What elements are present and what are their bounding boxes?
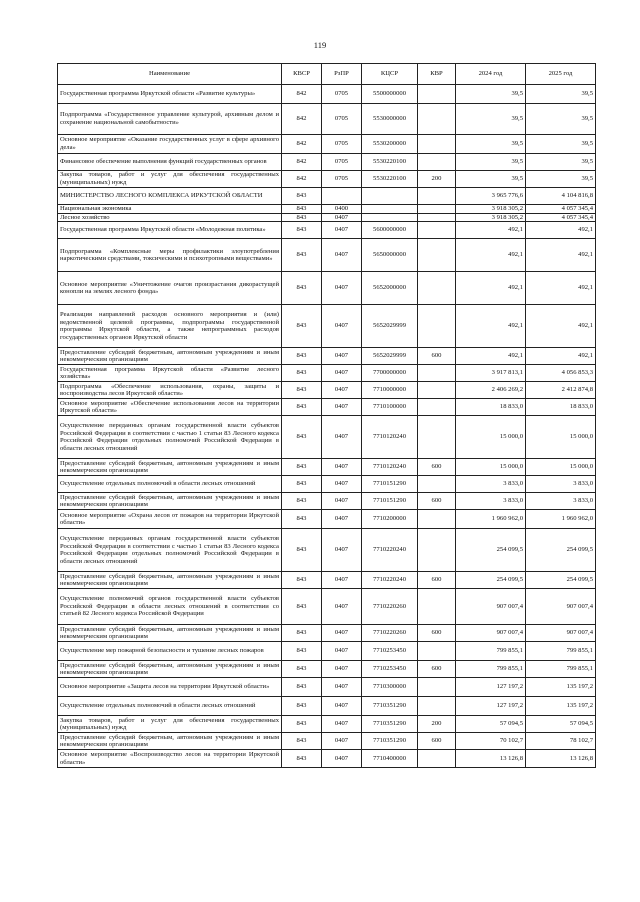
cell-kvr — [418, 678, 456, 697]
cell-kvr — [418, 154, 456, 171]
cell-2025: 492,1 — [526, 348, 596, 365]
cell-rzpr: 0407 — [322, 589, 362, 625]
cell-kvsr: 843 — [282, 213, 322, 222]
cell-rzpr: 0407 — [322, 733, 362, 750]
cell-kcsr — [362, 188, 418, 205]
cell-2025: 39,5 — [526, 171, 596, 188]
header-2025: 2025 год — [526, 64, 596, 85]
cell-kvsr: 842 — [282, 85, 322, 104]
cell-2025: 4 057 345,4 — [526, 205, 596, 214]
cell-rzpr: 0407 — [322, 572, 362, 589]
table-row — [58, 348, 596, 365]
cell-kvr — [418, 529, 456, 572]
header-kvsr: КВСР — [282, 64, 322, 85]
cell-kvr — [418, 697, 456, 716]
cell-name: Основное мероприятие «Воспроизводство лесов на территории Иркутской области» — [58, 750, 282, 768]
cell-kvr — [418, 750, 456, 768]
cell-kvr — [418, 510, 456, 529]
cell-2024: 3 833,0 — [456, 476, 526, 493]
cell-kvr — [418, 222, 456, 239]
cell-kvsr: 842 — [282, 154, 322, 171]
cell-kvsr: 843 — [282, 272, 322, 305]
cell-kvsr: 843 — [282, 382, 322, 399]
cell-kvsr: 843 — [282, 239, 322, 272]
cell-kvsr: 843 — [282, 510, 322, 529]
cell-rzpr: 0705 — [322, 104, 362, 135]
cell-kvsr: 842 — [282, 104, 322, 135]
cell-rzpr: 0407 — [322, 272, 362, 305]
cell-kvr: 200 — [418, 716, 456, 733]
cell-kcsr — [362, 205, 418, 214]
cell-kcsr: 7710120240 — [362, 416, 418, 459]
table-row — [58, 365, 596, 382]
cell-kcsr: 7710151290 — [362, 493, 418, 510]
table-row — [58, 459, 596, 476]
cell-kcsr: 5530000000 — [362, 104, 418, 135]
cell-name: Подпрограмма «Обеспечение использования, охраны, защиты и воспроизводства лесов Иркутской области» — [58, 382, 282, 399]
cell-kvr — [418, 416, 456, 459]
cell-kvsr: 843 — [282, 188, 322, 205]
cell-2024: 15 000,0 — [456, 459, 526, 476]
cell-name: Подпрограмма «Комплексные меры профилактики злоупотребления наркотическими средствами, токсическими и психотропными веществами» — [58, 239, 282, 272]
cell-kcsr: 7710351290 — [362, 716, 418, 733]
cell-kcsr: 7710151290 — [362, 476, 418, 493]
cell-kvr — [418, 642, 456, 661]
cell-kvr — [418, 239, 456, 272]
cell-2024: 1 960 962,0 — [456, 510, 526, 529]
header-kvr: КВР — [418, 64, 456, 85]
table-row — [58, 510, 596, 529]
cell-kvsr: 843 — [282, 399, 322, 416]
cell-2024: 57 094,5 — [456, 716, 526, 733]
cell-2024: 39,5 — [456, 171, 526, 188]
cell-kvr — [418, 135, 456, 154]
cell-2025: 135 197,2 — [526, 678, 596, 697]
cell-rzpr: 0407 — [322, 348, 362, 365]
cell-kvr — [418, 365, 456, 382]
cell-kcsr: 5530220100 — [362, 171, 418, 188]
cell-rzpr: 0407 — [322, 476, 362, 493]
cell-name: МИНИСТЕРСТВО ЛЕСНОГО КОМПЛЕКСА ИРКУТСКОЙ ОБЛАСТИ — [58, 188, 282, 205]
cell-kvsr: 843 — [282, 572, 322, 589]
cell-2025: 39,5 — [526, 104, 596, 135]
cell-name: Основное мероприятие «Уничтожение очагов произрастания дикорастущей конопли на землях лесного фонда» — [58, 272, 282, 305]
cell-name: Предоставление субсидий бюджетным, автономным учреждениям и иным некоммерческим организациям — [58, 733, 282, 750]
cell-name: Предоставление субсидий бюджетным, автономным учреждениям и иным некоммерческим организациям — [58, 459, 282, 476]
cell-kvr — [418, 205, 456, 214]
cell-kvr: 600 — [418, 661, 456, 678]
table-row — [58, 716, 596, 733]
cell-2024: 254 099,5 — [456, 572, 526, 589]
cell-2024: 3 965 776,6 — [456, 188, 526, 205]
cell-kvr: 600 — [418, 733, 456, 750]
cell-kvr — [418, 305, 456, 348]
cell-kvsr: 843 — [282, 365, 322, 382]
cell-2025: 799 855,1 — [526, 661, 596, 678]
cell-kvsr: 843 — [282, 733, 322, 750]
header-2024: 2024 год — [456, 64, 526, 85]
cell-kcsr: 5652029999 — [362, 305, 418, 348]
cell-name: Осуществление отдельных полномочий в области лесных отношений — [58, 697, 282, 716]
cell-kvsr: 843 — [282, 493, 322, 510]
cell-2024: 39,5 — [456, 104, 526, 135]
cell-rzpr: 0407 — [322, 222, 362, 239]
cell-name: Национальная экономика — [58, 205, 282, 214]
cell-kcsr: 7710351290 — [362, 733, 418, 750]
cell-2024: 907 007,4 — [456, 589, 526, 625]
cell-kvsr: 843 — [282, 642, 322, 661]
cell-rzpr: 0407 — [322, 625, 362, 642]
cell-2025: 907 007,4 — [526, 625, 596, 642]
cell-kvsr: 843 — [282, 661, 322, 678]
cell-kvsr: 843 — [282, 750, 322, 768]
cell-2024: 907 007,4 — [456, 625, 526, 642]
table-row — [58, 382, 596, 399]
cell-2024: 492,1 — [456, 222, 526, 239]
cell-2024: 3 833,0 — [456, 493, 526, 510]
table-row — [58, 416, 596, 459]
cell-kcsr: 7710220260 — [362, 589, 418, 625]
cell-kcsr: 7710300000 — [362, 678, 418, 697]
table-row — [58, 572, 596, 589]
cell-rzpr: 0407 — [322, 416, 362, 459]
cell-name: Предоставление субсидий бюджетным, автономным учреждениям и иным некоммерческим организациям — [58, 572, 282, 589]
cell-name: Государственная программа Иркутской области «Молодежная политика» — [58, 222, 282, 239]
cell-2025: 135 197,2 — [526, 697, 596, 716]
table-row — [58, 85, 596, 104]
cell-kvr — [418, 382, 456, 399]
cell-kvr — [418, 476, 456, 493]
table-row — [58, 589, 596, 625]
cell-rzpr: 0705 — [322, 135, 362, 154]
cell-kcsr: 7710100000 — [362, 399, 418, 416]
cell-rzpr: 0407 — [322, 678, 362, 697]
table-row — [58, 697, 596, 716]
cell-kvsr: 843 — [282, 716, 322, 733]
cell-2025: 492,1 — [526, 239, 596, 272]
cell-2025: 492,1 — [526, 305, 596, 348]
cell-2024: 70 102,7 — [456, 733, 526, 750]
cell-kcsr: 5500000000 — [362, 85, 418, 104]
cell-name: Предоставление субсидий бюджетным, автономным учреждениям и иным некоммерческим организациям — [58, 661, 282, 678]
cell-name: Государственная программа Иркутской области «Развитие лесного хозяйства» — [58, 365, 282, 382]
cell-2025: 492,1 — [526, 272, 596, 305]
cell-rzpr: 0407 — [322, 459, 362, 476]
cell-kcsr: 7710253450 — [362, 661, 418, 678]
cell-kcsr: 7710120240 — [362, 459, 418, 476]
table-row — [58, 154, 596, 171]
cell-kvr — [418, 85, 456, 104]
table-row — [58, 399, 596, 416]
cell-2025: 39,5 — [526, 154, 596, 171]
cell-rzpr: 0407 — [322, 750, 362, 768]
cell-rzpr: 0407 — [322, 529, 362, 572]
cell-kvsr: 843 — [282, 348, 322, 365]
cell-name: Подпрограмма «Государственное управление культурой, архивным делом и сохранение национальной самобытности» — [58, 104, 282, 135]
cell-name: Осуществление переданных органам государственной власти субъектов Российской Федерации в соответствии с частью 1 статьи 83 Лесного кодекса Российской Федерации отдельных полномочий Российской Федерации в области лесных отношений — [58, 529, 282, 572]
header-rzpr: РзПР — [322, 64, 362, 85]
cell-name: Предоставление субсидий бюджетным, автономным учреждениям и иным некоммерческим организациям — [58, 348, 282, 365]
cell-rzpr: 0705 — [322, 171, 362, 188]
table-row — [58, 733, 596, 750]
cell-rzpr: 0407 — [322, 399, 362, 416]
cell-kcsr: 7710220260 — [362, 625, 418, 642]
cell-rzpr: 0407 — [322, 213, 362, 222]
cell-2025: 57 094,5 — [526, 716, 596, 733]
cell-2025: 492,1 — [526, 222, 596, 239]
cell-rzpr: 0407 — [322, 510, 362, 529]
cell-kcsr: 7710351290 — [362, 697, 418, 716]
cell-2025: 4 104 816,8 — [526, 188, 596, 205]
cell-2024: 799 855,1 — [456, 642, 526, 661]
cell-kcsr: 5600000000 — [362, 222, 418, 239]
table-row — [58, 239, 596, 272]
cell-2024: 2 406 269,2 — [456, 382, 526, 399]
cell-2025: 799 855,1 — [526, 642, 596, 661]
cell-kcsr: 7710220240 — [362, 529, 418, 572]
cell-kvsr: 843 — [282, 529, 322, 572]
cell-kvsr: 843 — [282, 305, 322, 348]
table-row — [58, 222, 596, 239]
cell-kvr — [418, 589, 456, 625]
cell-2024: 18 833,0 — [456, 399, 526, 416]
cell-rzpr: 0407 — [322, 697, 362, 716]
cell-name: Предоставление субсидий бюджетным, автономным учреждениям и иным некоммерческим организациям — [58, 625, 282, 642]
cell-kcsr: 7710000000 — [362, 382, 418, 399]
cell-kcsr: 7710220240 — [362, 572, 418, 589]
table-row — [58, 625, 596, 642]
cell-kvr: 600 — [418, 493, 456, 510]
cell-2025: 15 000,0 — [526, 416, 596, 459]
cell-2024: 254 099,5 — [456, 529, 526, 572]
cell-2024: 39,5 — [456, 135, 526, 154]
cell-kvsr: 843 — [282, 459, 322, 476]
cell-kvr: 600 — [418, 459, 456, 476]
cell-kvsr: 843 — [282, 697, 322, 716]
cell-kvr: 600 — [418, 572, 456, 589]
cell-2024: 799 855,1 — [456, 661, 526, 678]
cell-rzpr: 0705 — [322, 154, 362, 171]
table-row — [58, 205, 596, 214]
cell-kvsr: 843 — [282, 589, 322, 625]
table-row — [58, 661, 596, 678]
cell-2024: 39,5 — [456, 154, 526, 171]
cell-rzpr: 0407 — [322, 493, 362, 510]
cell-kvsr: 843 — [282, 222, 322, 239]
cell-name: Лесное хозяйство — [58, 213, 282, 222]
cell-name: Основное мероприятие «Обеспечение использования лесов на территории Иркутской области» — [58, 399, 282, 416]
cell-2025: 15 000,0 — [526, 459, 596, 476]
cell-2024: 39,5 — [456, 85, 526, 104]
cell-rzpr: 0407 — [322, 365, 362, 382]
cell-2024: 127 197,2 — [456, 697, 526, 716]
cell-kvr: 200 — [418, 171, 456, 188]
cell-kvr — [418, 188, 456, 205]
cell-kcsr: 5652000000 — [362, 272, 418, 305]
table-row — [58, 305, 596, 348]
cell-2025: 1 960 962,0 — [526, 510, 596, 529]
cell-2025: 254 099,5 — [526, 572, 596, 589]
cell-name: Основное мероприятие «Охрана лесов от пожаров на территории Иркутской области» — [58, 510, 282, 529]
cell-rzpr: 0400 — [322, 205, 362, 214]
cell-2025: 4 057 345,4 — [526, 213, 596, 222]
cell-kcsr: 7700000000 — [362, 365, 418, 382]
cell-kvr — [418, 213, 456, 222]
cell-name: Осуществление отдельных полномочий в области лесных отношений — [58, 476, 282, 493]
cell-kcsr — [362, 213, 418, 222]
cell-2025: 39,5 — [526, 85, 596, 104]
header-kcsr: КЦСР — [362, 64, 418, 85]
cell-kcsr: 5652029999 — [362, 348, 418, 365]
table-row — [58, 213, 596, 222]
cell-kcsr: 7710253450 — [362, 642, 418, 661]
page-number: 119 — [313, 40, 327, 50]
cell-2025: 4 056 853,3 — [526, 365, 596, 382]
cell-kvsr: 842 — [282, 135, 322, 154]
cell-2024: 3 918 305,2 — [456, 205, 526, 214]
cell-name: Финансовое обеспечение выполнения функций государственных органов — [58, 154, 282, 171]
cell-2024: 492,1 — [456, 348, 526, 365]
table-row — [58, 188, 596, 205]
cell-name: Осуществление переданных органам государственной власти субъектов Российской Федерации в соответствии с частью 1 статьи 83 Лесного кодекса Российской Федерации отдельных полномочий Российской Федерации в области лесных отношений — [58, 416, 282, 459]
cell-2025: 254 099,5 — [526, 529, 596, 572]
cell-kvr — [418, 272, 456, 305]
cell-kvr: 600 — [418, 348, 456, 365]
table-row — [58, 642, 596, 661]
table-header-row — [58, 64, 596, 85]
budget-table — [57, 63, 596, 768]
cell-rzpr: 0407 — [322, 382, 362, 399]
cell-2024: 492,1 — [456, 239, 526, 272]
cell-name: Осуществление мер пожарной безопасности и тушение лесных пожаров — [58, 642, 282, 661]
cell-kcsr: 7710400000 — [362, 750, 418, 768]
cell-2024: 3 918 305,2 — [456, 213, 526, 222]
cell-rzpr: 0407 — [322, 239, 362, 272]
cell-2024: 13 126,8 — [456, 750, 526, 768]
table-row — [58, 678, 596, 697]
table-row — [58, 750, 596, 768]
cell-name: Предоставление субсидий бюджетным, автономным учреждениям и иным некоммерческим организациям — [58, 493, 282, 510]
cell-2025: 2 412 874,8 — [526, 382, 596, 399]
table-row — [58, 104, 596, 135]
table-row — [58, 529, 596, 572]
table-row — [58, 135, 596, 154]
cell-kvsr: 843 — [282, 205, 322, 214]
cell-rzpr: 0407 — [322, 716, 362, 733]
cell-name: Закупка товаров, работ и услуг для обеспечения государственных (муниципальных) нужд — [58, 171, 282, 188]
cell-kvr — [418, 104, 456, 135]
cell-rzpr: 0407 — [322, 642, 362, 661]
cell-kcsr: 5530220100 — [362, 154, 418, 171]
cell-kvr: 600 — [418, 625, 456, 642]
cell-kvsr: 843 — [282, 625, 322, 642]
table-row — [58, 476, 596, 493]
cell-kvr — [418, 399, 456, 416]
cell-2024: 127 197,2 — [456, 678, 526, 697]
cell-kvsr: 843 — [282, 476, 322, 493]
cell-2025: 3 833,0 — [526, 476, 596, 493]
cell-2025: 13 126,8 — [526, 750, 596, 768]
cell-2024: 3 917 813,1 — [456, 365, 526, 382]
cell-2025: 78 102,7 — [526, 733, 596, 750]
cell-2024: 492,1 — [456, 272, 526, 305]
cell-2025: 3 833,0 — [526, 493, 596, 510]
cell-kvsr: 842 — [282, 171, 322, 188]
cell-kvsr: 843 — [282, 678, 322, 697]
cell-2024: 15 000,0 — [456, 416, 526, 459]
cell-rzpr — [322, 188, 362, 205]
cell-name: Реализация направлений расходов основного мероприятия и (или) ведомственной целевой программы, подпрограммы государственной программы Иркутской области, а также непрограммных расходов государственных органов Иркутской области — [58, 305, 282, 348]
cell-rzpr: 0407 — [322, 661, 362, 678]
cell-rzpr: 0705 — [322, 85, 362, 104]
cell-kcsr: 5530200000 — [362, 135, 418, 154]
table-row — [58, 493, 596, 510]
cell-kvsr: 843 — [282, 416, 322, 459]
cell-2024: 492,1 — [456, 305, 526, 348]
cell-2025: 18 833,0 — [526, 399, 596, 416]
table-row — [58, 171, 596, 188]
cell-kcsr: 5650000000 — [362, 239, 418, 272]
cell-kcsr: 7710200000 — [362, 510, 418, 529]
cell-rzpr: 0407 — [322, 305, 362, 348]
cell-name: Осуществление полномочий органов государственной власти субъектов Российской Федерации в области лесных отношений в соответствии со статьей 82 Лесного кодекса Российской Федерации — [58, 589, 282, 625]
cell-name: Закупка товаров, работ и услуг для обеспечения государственных (муниципальных) нужд — [58, 716, 282, 733]
cell-name: Основное мероприятие «Оказание государственных услуг в сфере архивного дела» — [58, 135, 282, 154]
cell-2025: 39,5 — [526, 135, 596, 154]
cell-name: Основное мероприятие «Защита лесов на территории Иркутской области» — [58, 678, 282, 697]
cell-2025: 907 007,4 — [526, 589, 596, 625]
table-row — [58, 272, 596, 305]
header-name: Наименование — [58, 64, 282, 85]
cell-name: Государственная программа Иркутской области «Развитие культуры» — [58, 85, 282, 104]
